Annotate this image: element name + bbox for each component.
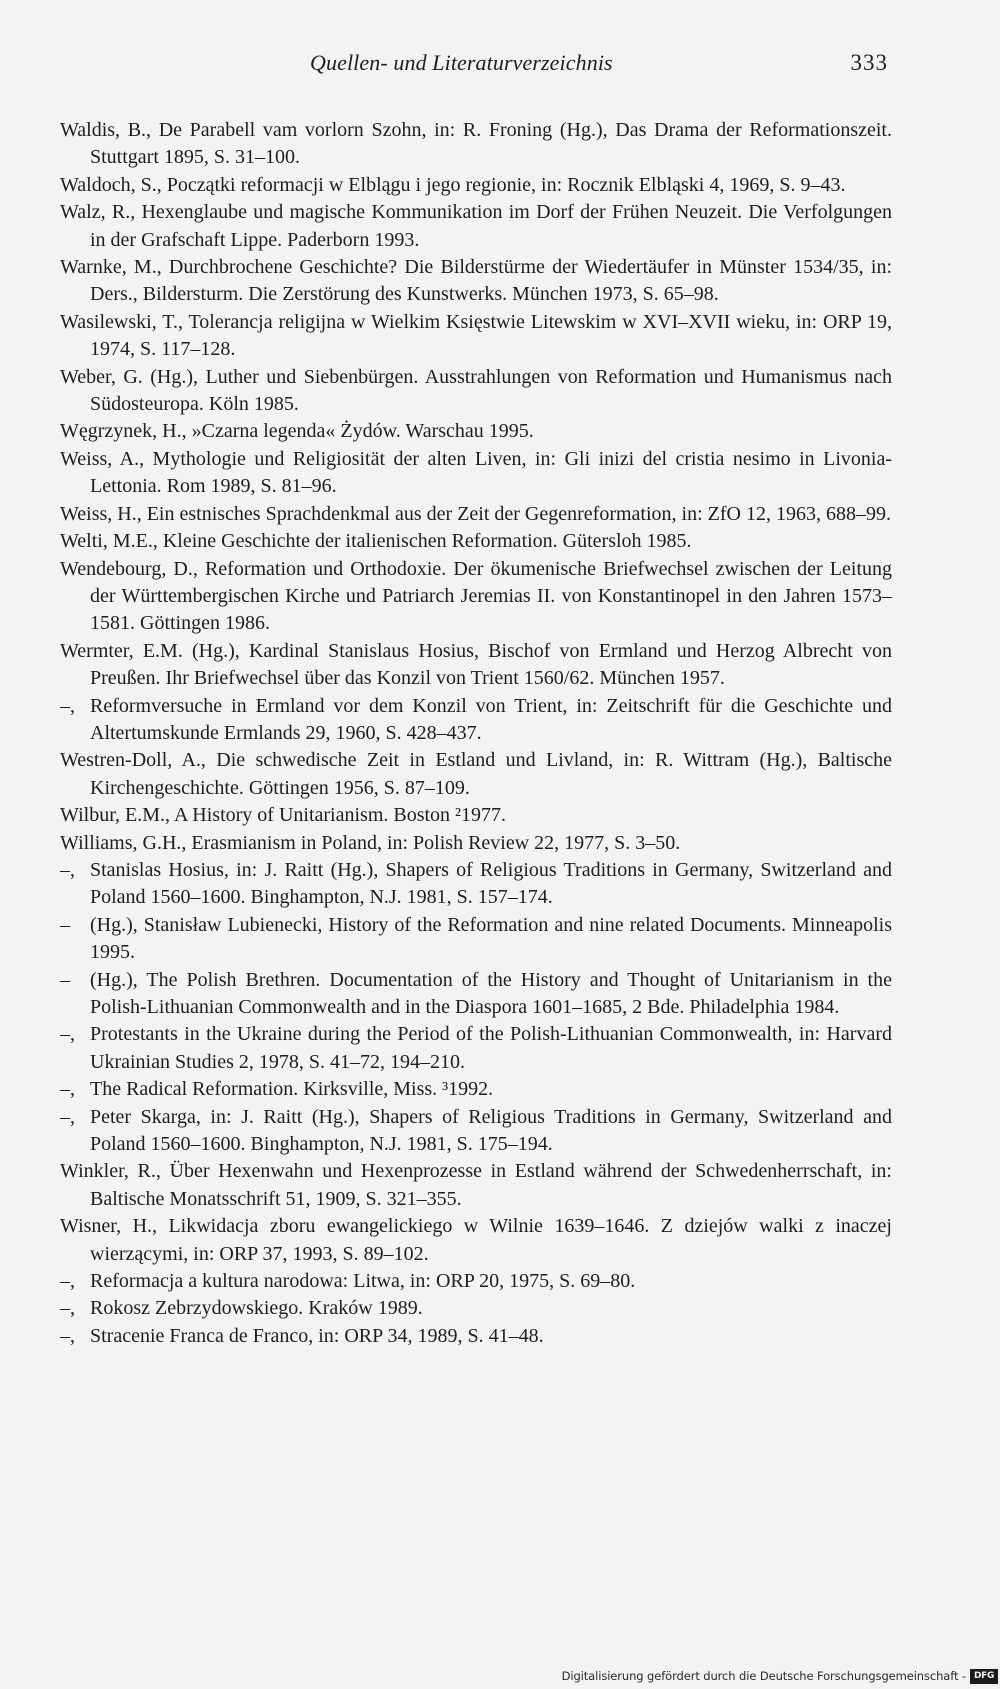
entry-text: Warnke, M., Durchbrochene Geschichte? Die Bilderstürme der Wiedertäufer in Münster 1534/35, in: Ders., Bildersturm. Die Zerstörung des Kunstwerks. München 1973, S. 65–98. xyxy=(60,256,892,306)
footer xyxy=(562,1663,1000,1689)
bibliography-entry xyxy=(60,309,892,364)
ditto-dash: –, xyxy=(60,694,75,717)
ditto-dash: –, xyxy=(60,1324,75,1347)
entry-text: Weiss, A., Mythologie und Religiosität der alten Liven, in: Gli inizi del cristia nesimo in Livonia-Lettonia. Rom 1989, S. 81–96. xyxy=(60,447,892,498)
entry-text: Węgrzynek, H., »Czarna legenda« Żydów. Warschau 1995. xyxy=(60,420,534,443)
bibliography-entry xyxy=(60,556,892,638)
entry-text: Waldoch, S., Początki reformacji w Elblągu i jego regionie, in: Rocznik Elbląski 4, 1969, S. 9–43. xyxy=(60,173,846,196)
running-head xyxy=(0,50,1000,84)
bibliography-entry xyxy=(60,418,892,445)
entry-text: Reformacja a kultura narodowa: Litwa, in: ORP 20, 1975, S. 69–80. xyxy=(90,1270,636,1293)
running-title: Quellen- und Literaturverzeichnis xyxy=(310,50,613,75)
bibliography-entry xyxy=(60,199,892,254)
entry-text: Walz, R., Hexenglaube und magische Kommunikation im Dorf der Frühen Neuzeit. Die Verfolgungen in der Grafschaft Lippe. Paderborn 1993. xyxy=(60,201,892,251)
entry-text: The Radical Reformation. Kirksville, Miss. ³1992. xyxy=(90,1078,494,1101)
bibliography-entry xyxy=(60,802,892,829)
bibliography-entry xyxy=(60,912,892,967)
entry-text: (Hg.), Stanisław Lubienecki, History of the Reformation and nine related Documents. Minneapolis 1995. xyxy=(90,913,892,964)
bibliography-entry xyxy=(60,1158,892,1213)
bibliography-entry xyxy=(60,254,892,309)
entry-text: Stracenie Franca de Franco, in: ORP 34, 1989, S. 41–48. xyxy=(90,1324,544,1347)
entry-text: Westren-Doll, A., Die schwedische Zeit in Estland und Livland, in: R. Wittram (Hg.), Baltische Kirchengeschichte. Göttingen 1956, S. 87–109. xyxy=(60,749,892,799)
entry-text: Williams, G.H., Erasmianism in Poland, in: Polish Review 22, 1977, S. 3–50. xyxy=(60,831,681,854)
bibliography-entry xyxy=(60,117,892,172)
dfg-logo: DFG xyxy=(970,1669,998,1684)
entry-text: Weber, G. (Hg.), Luther und Siebenbürgen. Ausstrahlungen von Reformation und Humanismus nach Südosteuropa. Köln 1985. xyxy=(60,365,892,416)
bibliography-entry xyxy=(60,857,892,912)
bibliography-entry xyxy=(60,364,892,419)
entry-text: Winkler, R., Über Hexenwahn und Hexenprozesse in Estland während der Schwedenherrschaft, in: Baltische Monatsschrift 51, 1909, S. 321–355. xyxy=(60,1160,892,1210)
bibliography-entry xyxy=(60,693,892,748)
entry-text: Welti, M.E., Kleine Geschichte der italienischen Reformation. Gütersloh 1985. xyxy=(60,530,692,553)
bibliography-entry xyxy=(60,1295,892,1322)
bibliography-entry xyxy=(60,1213,892,1268)
bibliography-entry xyxy=(60,967,892,1022)
ditto-dash: –, xyxy=(60,1297,75,1320)
entry-text: Wermter, E.M. (Hg.), Kardinal Stanislaus Hosius, Bischof von Ermland und Herzog Albrecht von Preußen. Ihr Briefwechsel über das Konzil von Trient 1560/62. München 1957. xyxy=(60,639,892,690)
bibliography-entry xyxy=(60,172,892,199)
entry-text: Protestants in the Ukraine during the Period of the Polish-Lithuanian Commonwealth, in: Harvard Ukrainian Studies 2, 1978, S. 41–72, 194–210. xyxy=(90,1023,892,1073)
entry-text: Peter Skarga, in: J. Raitt (Hg.), Shapers of Religious Traditions in Germany, Switzerland and Poland 1560–1600. Binghampton, N.J. 1981, S. 175–194. xyxy=(90,1105,892,1156)
entry-text: Wasilewski, T., Tolerancja religijna w Wielkim Księstwie Litewskim w XVI–XVII wieku, in: ORP 19, 1974, S. 117–128. xyxy=(60,310,892,361)
entry-text: Wilbur, E.M., A History of Unitarianism. Boston ²1977. xyxy=(60,804,507,827)
bibliography-entry xyxy=(60,501,892,528)
entry-text: Weiss, H., Ein estnisches Sprachdenkmal aus der Zeit der Gegenreformation, in: ZfO 12, 1963, 688–99. xyxy=(60,502,891,525)
bibliography-entry xyxy=(60,446,892,501)
bibliography-entry xyxy=(60,830,892,857)
page-number: 333 xyxy=(850,50,888,75)
entry-text: Wisner, H., Likwidacja zboru ewangelickiego w Wilnie 1639–1646. Z dziejów walki z inaczej wierzącymi, in: ORP 37, 1993, S. 89–102. xyxy=(60,1215,892,1265)
bibliography-entry xyxy=(60,1268,892,1295)
ditto-dash: –, xyxy=(60,1023,75,1046)
bibliography-entry xyxy=(60,1076,892,1103)
footer-credit: Digitalisierung gefördert durch die Deutsche Forschungsgemeinschaft - xyxy=(561,1669,966,1683)
ditto-dash: –, xyxy=(60,1270,75,1293)
bibliography-list xyxy=(60,117,892,1350)
bibliography-entry xyxy=(60,747,892,802)
entry-text: Waldis, B., De Parabell vam vorlorn Szohn, in: R. Froning (Hg.), Das Drama der Reformationszeit. Stuttgart 1895, S. 31–100. xyxy=(60,119,892,169)
bibliography-entry xyxy=(60,1323,892,1350)
bibliography-entry xyxy=(60,528,892,555)
ditto-dash: –, xyxy=(60,858,75,881)
entry-text: Wendebourg, D., Reformation und Orthodoxie. Der ökumenische Briefwechsel zwischen der Leitung der Württembergischen Kirche und Patriarch Jeremias II. von Konstantinopel in den Jahren 1573–1581. Göttingen 1986. xyxy=(60,557,892,635)
bibliography-entry xyxy=(60,1021,892,1076)
ditto-dash: –, xyxy=(60,1078,75,1101)
ditto-dash: – xyxy=(60,913,70,936)
bibliography-entry xyxy=(60,638,892,693)
entry-text: Stanislas Hosius, in: J. Raitt (Hg.), Shapers of Religious Traditions in Germany, Switzerland and Poland 1560–1600. Binghampton, N.J. 1981, S. 157–174. xyxy=(90,858,892,909)
entry-text: (Hg.), The Polish Brethren. Documentation of the History and Thought of Unitarianism in the Polish-Lithuanian Commonwealth and in the Diaspora 1601–1685, 2 Bde. Philadelphia 1984. xyxy=(90,968,892,1018)
entry-text: Rokosz Zebrzydowskiego. Kraków 1989. xyxy=(90,1297,423,1320)
ditto-dash: – xyxy=(60,968,70,991)
entry-text: Reformversuche in Ermland vor dem Konzil von Trient, in: Zeitschrift für die Geschichte und Altertumskunde Ermlands 29, 1960, S. 428–437. xyxy=(90,694,892,744)
ditto-dash: –, xyxy=(60,1105,75,1128)
bibliography-entry xyxy=(60,1104,892,1159)
